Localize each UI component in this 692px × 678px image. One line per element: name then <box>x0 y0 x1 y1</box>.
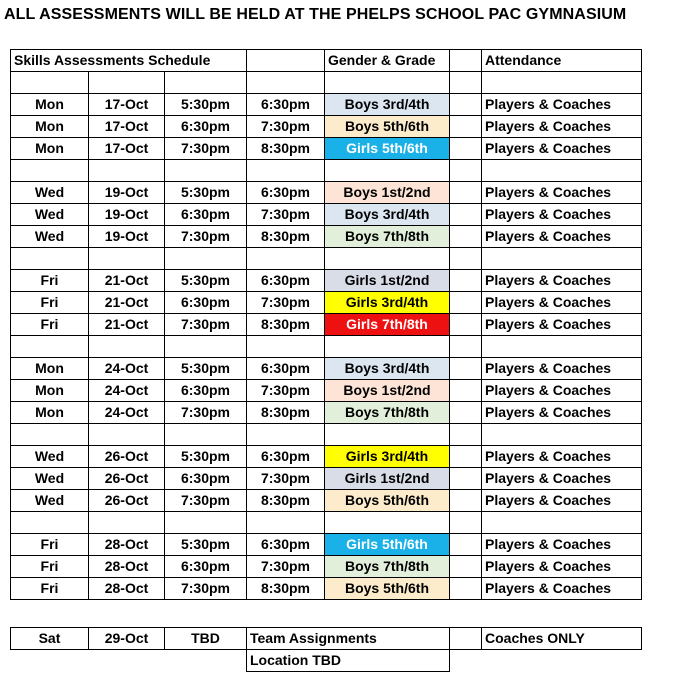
schedule-body <box>11 50 642 600</box>
end-time-cell: 6:30pm <box>247 94 325 116</box>
footer-date: 29-Oct <box>89 628 165 650</box>
date-cell: 21-Oct <box>89 314 165 336</box>
blank-cell <box>450 116 482 138</box>
date-cell: 21-Oct <box>89 292 165 314</box>
start-time-cell: 5:30pm <box>165 270 247 292</box>
schedule-header: Skills Assessments Schedule <box>11 50 247 72</box>
footer-row <box>11 628 642 650</box>
spacer-cell <box>450 160 482 182</box>
spacer-cell <box>325 160 450 182</box>
blank-cell <box>450 182 482 204</box>
start-time-cell: 7:30pm <box>165 402 247 424</box>
spacer-cell <box>247 72 325 94</box>
spacer-cell <box>325 512 450 534</box>
footer-row-2 <box>11 650 642 672</box>
end-time-cell: 8:30pm <box>247 402 325 424</box>
attendance-cell: Players & Coaches <box>482 358 642 380</box>
attendance-cell: Players & Coaches <box>482 556 642 578</box>
group-cell: Boys 3rd/4th <box>325 94 450 116</box>
spacer-cell <box>482 248 642 270</box>
day-cell: Mon <box>11 138 89 160</box>
day-cell: Wed <box>11 182 89 204</box>
group-cell: Boys 1st/2nd <box>325 380 450 402</box>
start-time-cell: 6:30pm <box>165 556 247 578</box>
spacer-cell <box>89 248 165 270</box>
attendance-cell: Players & Coaches <box>482 204 642 226</box>
group-cell: Boys 7th/8th <box>325 556 450 578</box>
spacer-row <box>11 336 642 358</box>
blank-cell <box>450 380 482 402</box>
spacer-cell <box>325 336 450 358</box>
spacer-row <box>11 72 642 94</box>
table-row <box>11 358 642 380</box>
footer-empty <box>11 650 89 672</box>
end-time-cell: 7:30pm <box>247 468 325 490</box>
start-time-cell: 5:30pm <box>165 94 247 116</box>
gender-grade-header: Gender & Grade <box>325 50 450 72</box>
day-cell: Fri <box>11 534 89 556</box>
blank-cell <box>450 358 482 380</box>
attendance-cell: Players & Coaches <box>482 226 642 248</box>
group-cell: Boys 3rd/4th <box>325 204 450 226</box>
spacer-cell <box>247 160 325 182</box>
blank-cell <box>450 490 482 512</box>
group-cell: Boys 1st/2nd <box>325 182 450 204</box>
spacer-cell <box>450 512 482 534</box>
page-title: ALL ASSESSMENTS WILL BE HELD AT THE PHELPS SCHOOL PAC GYMNASIUM <box>4 6 627 23</box>
blank-cell <box>450 270 482 292</box>
day-cell: Fri <box>11 556 89 578</box>
table-row <box>11 116 642 138</box>
group-cell: Girls 1st/2nd <box>325 468 450 490</box>
spacer-cell <box>247 424 325 446</box>
table-row <box>11 270 642 292</box>
blank-cell <box>450 446 482 468</box>
spacer-cell <box>89 160 165 182</box>
header-blank-cell <box>450 50 482 72</box>
table-row <box>11 490 642 512</box>
spacer-cell <box>11 336 89 358</box>
spacer-cell <box>89 336 165 358</box>
group-cell: Boys 3rd/4th <box>325 358 450 380</box>
spacer-cell <box>89 424 165 446</box>
spacer-cell <box>89 72 165 94</box>
table-row <box>11 578 642 600</box>
start-time-cell: 6:30pm <box>165 116 247 138</box>
day-cell: Wed <box>11 468 89 490</box>
date-cell: 17-Oct <box>89 138 165 160</box>
end-time-cell: 6:30pm <box>247 358 325 380</box>
attendance-cell: Players & Coaches <box>482 468 642 490</box>
day-cell: Mon <box>11 116 89 138</box>
spacer-row <box>11 512 642 534</box>
date-cell: 19-Oct <box>89 182 165 204</box>
day-cell: Wed <box>11 490 89 512</box>
attendance-cell: Players & Coaches <box>482 292 642 314</box>
group-cell: Girls 7th/8th <box>325 314 450 336</box>
table-row <box>11 556 642 578</box>
footer-event: Team Assignments <box>247 628 450 650</box>
date-cell: 28-Oct <box>89 534 165 556</box>
day-cell: Fri <box>11 314 89 336</box>
table-row <box>11 380 642 402</box>
footer-empty <box>450 650 482 672</box>
footer-location: Location TBD <box>247 650 450 672</box>
footer-empty <box>482 650 642 672</box>
footer-day: Sat <box>11 628 89 650</box>
start-time-cell: 5:30pm <box>165 534 247 556</box>
blank-cell <box>450 226 482 248</box>
date-cell: 26-Oct <box>89 468 165 490</box>
header-blank-cell <box>247 50 325 72</box>
spacer-row <box>11 160 642 182</box>
start-time-cell: 7:30pm <box>165 226 247 248</box>
attendance-cell: Players & Coaches <box>482 182 642 204</box>
group-cell: Girls 3rd/4th <box>325 446 450 468</box>
attendance-cell: Players & Coaches <box>482 138 642 160</box>
blank-cell <box>450 138 482 160</box>
spacer-cell <box>165 72 247 94</box>
attendance-cell: Players & Coaches <box>482 380 642 402</box>
end-time-cell: 8:30pm <box>247 314 325 336</box>
spacer-cell <box>247 248 325 270</box>
blank-cell <box>450 204 482 226</box>
day-cell: Wed <box>11 204 89 226</box>
blank-cell <box>450 468 482 490</box>
spacer-cell <box>450 72 482 94</box>
group-cell: Girls 5th/6th <box>325 534 450 556</box>
spacer-cell <box>325 72 450 94</box>
end-time-cell: 8:30pm <box>247 226 325 248</box>
attendance-cell: Players & Coaches <box>482 534 642 556</box>
attendance-cell: Players & Coaches <box>482 446 642 468</box>
blank-cell <box>450 94 482 116</box>
attendance-cell: Players & Coaches <box>482 270 642 292</box>
spacer-cell <box>482 72 642 94</box>
spacer-cell <box>450 336 482 358</box>
start-time-cell: 6:30pm <box>165 468 247 490</box>
date-cell: 24-Oct <box>89 402 165 424</box>
end-time-cell: 7:30pm <box>247 380 325 402</box>
end-time-cell: 7:30pm <box>247 116 325 138</box>
table-row <box>11 226 642 248</box>
day-cell: Mon <box>11 402 89 424</box>
spacer-row <box>11 248 642 270</box>
blank-cell <box>450 402 482 424</box>
blank-cell <box>450 534 482 556</box>
day-cell: Mon <box>11 358 89 380</box>
group-cell: Boys 7th/8th <box>325 226 450 248</box>
spacer-cell <box>482 336 642 358</box>
spacer-cell <box>325 248 450 270</box>
start-time-cell: 7:30pm <box>165 138 247 160</box>
start-time-cell: 5:30pm <box>165 358 247 380</box>
spacer-cell <box>165 160 247 182</box>
table-row <box>11 94 642 116</box>
date-cell: 21-Oct <box>89 270 165 292</box>
group-cell: Boys 5th/6th <box>325 116 450 138</box>
spacer-cell <box>11 160 89 182</box>
date-cell: 24-Oct <box>89 358 165 380</box>
attendance-cell: Players & Coaches <box>482 578 642 600</box>
spacer-cell <box>482 424 642 446</box>
start-time-cell: 7:30pm <box>165 314 247 336</box>
end-time-cell: 8:30pm <box>247 490 325 512</box>
end-time-cell: 8:30pm <box>247 138 325 160</box>
spacer-cell <box>165 424 247 446</box>
blank-cell <box>450 578 482 600</box>
date-cell: 17-Oct <box>89 116 165 138</box>
footer-empty <box>89 650 165 672</box>
end-time-cell: 6:30pm <box>247 534 325 556</box>
spacer-cell <box>247 512 325 534</box>
spacer-cell <box>325 424 450 446</box>
day-cell: Fri <box>11 270 89 292</box>
date-cell: 28-Oct <box>89 578 165 600</box>
attendance-cell: Players & Coaches <box>482 314 642 336</box>
table-row <box>11 138 642 160</box>
date-cell: 24-Oct <box>89 380 165 402</box>
end-time-cell: 8:30pm <box>247 578 325 600</box>
attendance-cell: Players & Coaches <box>482 490 642 512</box>
table-row <box>11 204 642 226</box>
group-cell: Boys 7th/8th <box>325 402 450 424</box>
spacer-cell <box>482 160 642 182</box>
table-row <box>11 534 642 556</box>
spacer-cell <box>247 336 325 358</box>
start-time-cell: 6:30pm <box>165 292 247 314</box>
day-cell: Fri <box>11 578 89 600</box>
table-row <box>11 292 642 314</box>
day-cell: Fri <box>11 292 89 314</box>
footer-time: TBD <box>165 628 247 650</box>
date-cell: 26-Oct <box>89 490 165 512</box>
group-cell: Boys 5th/6th <box>325 490 450 512</box>
spacer-cell <box>450 424 482 446</box>
table-row <box>11 182 642 204</box>
spacer-cell <box>165 248 247 270</box>
footer-table <box>10 627 642 672</box>
attendance-cell: Players & Coaches <box>482 116 642 138</box>
table-row <box>11 314 642 336</box>
spacer-cell <box>89 512 165 534</box>
end-time-cell: 6:30pm <box>247 446 325 468</box>
date-cell: 17-Oct <box>89 94 165 116</box>
blank-cell <box>450 556 482 578</box>
spacer-cell <box>165 336 247 358</box>
group-cell: Girls 5th/6th <box>325 138 450 160</box>
spacer-cell <box>482 512 642 534</box>
spacer-cell <box>450 248 482 270</box>
table-row <box>11 402 642 424</box>
day-cell: Wed <box>11 226 89 248</box>
spacer-cell <box>11 72 89 94</box>
attendance-cell: Players & Coaches <box>482 94 642 116</box>
start-time-cell: 5:30pm <box>165 182 247 204</box>
date-cell: 19-Oct <box>89 204 165 226</box>
footer-attendance: Coaches ONLY <box>482 628 642 650</box>
footer-empty <box>165 650 247 672</box>
group-cell: Girls 3rd/4th <box>325 292 450 314</box>
end-time-cell: 6:30pm <box>247 182 325 204</box>
date-cell: 26-Oct <box>89 446 165 468</box>
spacer-row <box>11 424 642 446</box>
start-time-cell: 7:30pm <box>165 578 247 600</box>
day-cell: Mon <box>11 380 89 402</box>
date-cell: 19-Oct <box>89 226 165 248</box>
day-cell: Mon <box>11 94 89 116</box>
end-time-cell: 7:30pm <box>247 204 325 226</box>
group-cell: Boys 5th/6th <box>325 578 450 600</box>
date-cell: 28-Oct <box>89 556 165 578</box>
start-time-cell: 7:30pm <box>165 490 247 512</box>
end-time-cell: 7:30pm <box>247 556 325 578</box>
spacer-cell <box>11 248 89 270</box>
start-time-cell: 6:30pm <box>165 204 247 226</box>
end-time-cell: 6:30pm <box>247 270 325 292</box>
blank-cell <box>450 292 482 314</box>
group-cell: Girls 1st/2nd <box>325 270 450 292</box>
header-row <box>11 50 642 72</box>
end-time-cell: 7:30pm <box>247 292 325 314</box>
table-row <box>11 468 642 490</box>
spacer-cell <box>11 512 89 534</box>
start-time-cell: 5:30pm <box>165 446 247 468</box>
start-time-cell: 6:30pm <box>165 380 247 402</box>
attendance-header: Attendance <box>482 50 642 72</box>
footer-blank-cell <box>450 628 482 650</box>
blank-cell <box>450 314 482 336</box>
spacer-cell <box>165 512 247 534</box>
schedule-table <box>10 49 642 600</box>
spacer-cell <box>11 424 89 446</box>
day-cell: Wed <box>11 446 89 468</box>
table-row <box>11 446 642 468</box>
attendance-cell: Players & Coaches <box>482 402 642 424</box>
